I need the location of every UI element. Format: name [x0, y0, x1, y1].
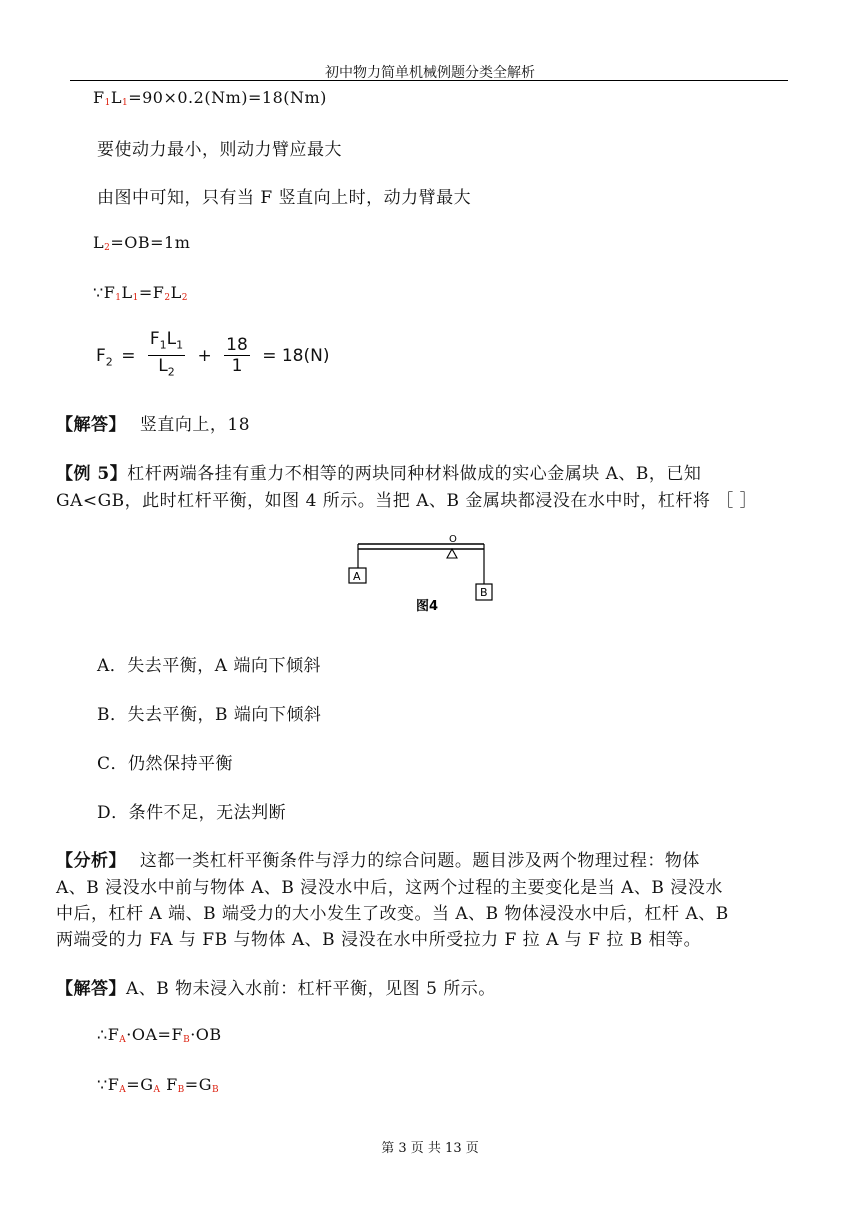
equation-2: $\because F_A=G_A$ $F_B=G_B$ — [97, 1075, 220, 1095]
page-header: 初中物力简单机械例题分类全解析 — [325, 65, 535, 81]
example-5-line-1: 【例 5】杠杆两端各挂有重力不相等的两块同种材料做成的实心金属块 A、B，已知 — [56, 464, 702, 484]
fraction-2: $\frac{18}{1}$ — [226, 335, 248, 377]
label-o: O — [449, 534, 457, 545]
analysis-line-2: A、B 浸没水中前与物体 A、B 浸没水中后，这两个过程的主要变化是当 A、B 浸没水 — [56, 878, 723, 898]
lever-figure — [340, 532, 500, 620]
option-c: C．仍然保持平衡 — [97, 754, 234, 774]
label-a: A — [353, 570, 361, 583]
example-label: 【例 5】 — [56, 464, 128, 484]
option-a: A．失去平衡，A 端向下倾斜 — [97, 656, 321, 676]
equation-1: $\therefore F_A\cdot OA=F_B\cdot OB$ — [97, 1025, 222, 1045]
l-symbol: L — [110, 88, 122, 107]
formula-value: =90×0.2(Nm)=18(Nm) — [128, 88, 327, 107]
formula-line-5: $\because F_1L_1=F_2L_2$ — [93, 283, 188, 303]
header-rule — [70, 80, 788, 81]
analysis-line-4: 两端受的力 FA 与 FB 与物体 A、B 浸没在水中所受拉力 F 拉 A 与 F 拉 B 相等。 — [56, 930, 702, 950]
text-line-3: 由图中可知，只有当 F 竖直向上时，动力臂最大 — [97, 188, 472, 208]
answer-1 — [56, 410, 250, 435]
page-footer: 第 3 页 共 13 页 — [381, 1141, 479, 1156]
option-b: B．失去平衡，B 端向下倾斜 — [97, 705, 322, 725]
answer-label: 【解答】 — [56, 979, 126, 999]
fraction-1: $\frac{F_1L_1}{L_2}$ — [149, 329, 184, 379]
figure-caption: 图4 — [416, 599, 439, 614]
analysis-line-3: 中后，杠杆 A 端、B 端受力的大小发生了改变。当 A、B 物体浸没水中后，杠杆 A、B — [56, 904, 729, 924]
label-b: B — [480, 586, 488, 599]
answer-text: 竖直向上，18 — [139, 415, 251, 435]
l-symbol: L — [93, 233, 105, 252]
fraction-formula: $F_2$ = $\frac{F_1L_1}{L_2}$ + $\frac{18}{1}$ = 18(N) — [96, 330, 329, 382]
because-symbol: ∵ — [97, 1075, 108, 1094]
example-5-line-2: GA<GB，此时杠杆平衡，如图 4 所示。当把 A、B 金属块都浸没在水中时，杠杆将 ［ ］ — [56, 491, 758, 511]
formula-line-4 — [93, 233, 190, 253]
formula-line-1: $F_1L_1=90\times 0.2(Nm)=18(Nm)$ — [93, 88, 327, 108]
subscript: 2 — [104, 243, 111, 253]
option-d: D．条件不足，无法判断 — [97, 803, 287, 823]
therefore-symbol: ∴ — [97, 1025, 108, 1044]
because-symbol: ∵ — [93, 283, 104, 302]
formula-value: =OB=1m — [110, 233, 191, 252]
analysis-line-1: 【分析】 这都一类杠杆平衡条件与浮力的综合问题。题目涉及两个物理过程：物体 — [56, 851, 700, 871]
answer-2 — [56, 974, 496, 999]
text-line-2: 要使动力最小，则动力臂应最大 — [97, 140, 342, 160]
answer-label: 【解答】 — [56, 415, 126, 435]
fulcrum-icon — [447, 549, 457, 558]
answer-text: A、B 物未浸入水前：杠杆平衡，见图 5 所示。 — [126, 979, 496, 999]
analysis-label: 【分析】 — [56, 851, 126, 871]
f-symbol: F — [93, 88, 105, 107]
